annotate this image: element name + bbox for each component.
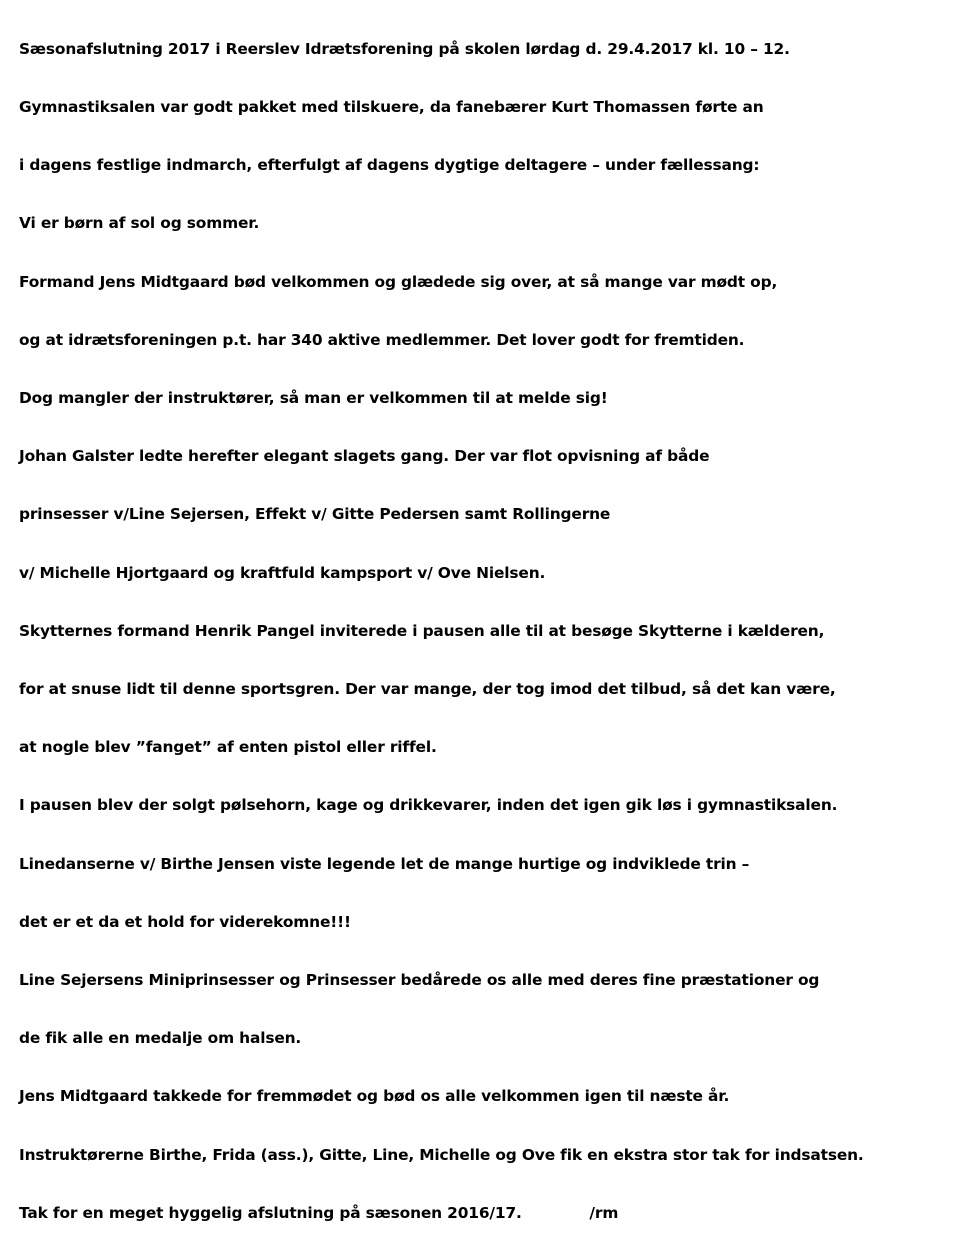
text-line-heading: Sæsonafslutning 2017 i Reerslev Idrætsforening på skolen lørdag d. 29.4.2017 kl. 10 – 12. xyxy=(19,39,790,58)
text-line: Linedanserne v/ Birthe Jensen viste legende let de mange hurtige og indviklede trin – xyxy=(19,854,750,873)
text-line: i dagens festlige indmarch, efterfulgt af dagens dygtige deltagere – under fællessang: xyxy=(19,156,760,175)
article-text xyxy=(19,1,955,1243)
text-line: de fik alle en medalje om halsen. xyxy=(19,1029,302,1048)
text-line: Jens Midtgaard takkede for fremmødet og bød os alle velkommen igen til næste år. xyxy=(19,1087,730,1106)
text-line: Skytternes formand Henrik Pangel inviterede i pausen alle til at besøge Skytterne i kælderen, xyxy=(19,621,825,640)
text-line: Instruktørerne Birthe, Frida (ass.), Gitte, Line, Michelle og Ove fik en ekstra stor tak for indsatsen. xyxy=(19,1145,864,1164)
text-line: for at snuse lidt til denne sportsgren. Der var mange, der tog imod det tilbud, så det kan være, xyxy=(19,680,836,699)
text-line: og at idrætsforeningen p.t. har 340 aktive medlemmer. Det lover godt for fremtiden. xyxy=(19,330,745,349)
text-line: Gymnastiksalen var godt pakket med tilskuere, da fanebærer Kurt Thomassen førte an xyxy=(19,98,764,117)
text-line: Vi er børn af sol og sommer. xyxy=(19,214,260,233)
text-line: v/ Michelle Hjortgaard og kraftfuld kampsport v/ Ove Nielsen. xyxy=(19,563,546,582)
text-line: Formand Jens Midtgaard bød velkommen og glædede sig over, at så mange var mødt op, xyxy=(19,272,778,291)
text-line: prinsesser v/Line Sejersen, Effekt v/ Gitte Pedersen samt Rollingerne xyxy=(19,505,611,524)
text-line: Johan Galster ledte herefter elegant slagets gang. Der var flot opvisning af både xyxy=(19,447,710,466)
text-line-signoff: Tak for en meget hyggelig afslutning på sæsonen 2016/17. /rm xyxy=(19,1203,619,1222)
text-line: det er et da et hold for viderekomne!!! xyxy=(19,912,351,931)
text-line: I pausen blev der solgt pølsehorn, kage og drikkevarer, inden det igen gik løs i gymnastiksalen. xyxy=(19,796,838,815)
text-line: Dog mangler der instruktører, så man er velkommen til at melde sig! xyxy=(19,389,608,408)
text-line: at nogle blev ”fanget” af enten pistol eller riffel. xyxy=(19,738,437,757)
text-line: Line Sejersens Miniprinsesser og Prinsesser bedårede os alle med deres fine præstationer og xyxy=(19,971,820,990)
